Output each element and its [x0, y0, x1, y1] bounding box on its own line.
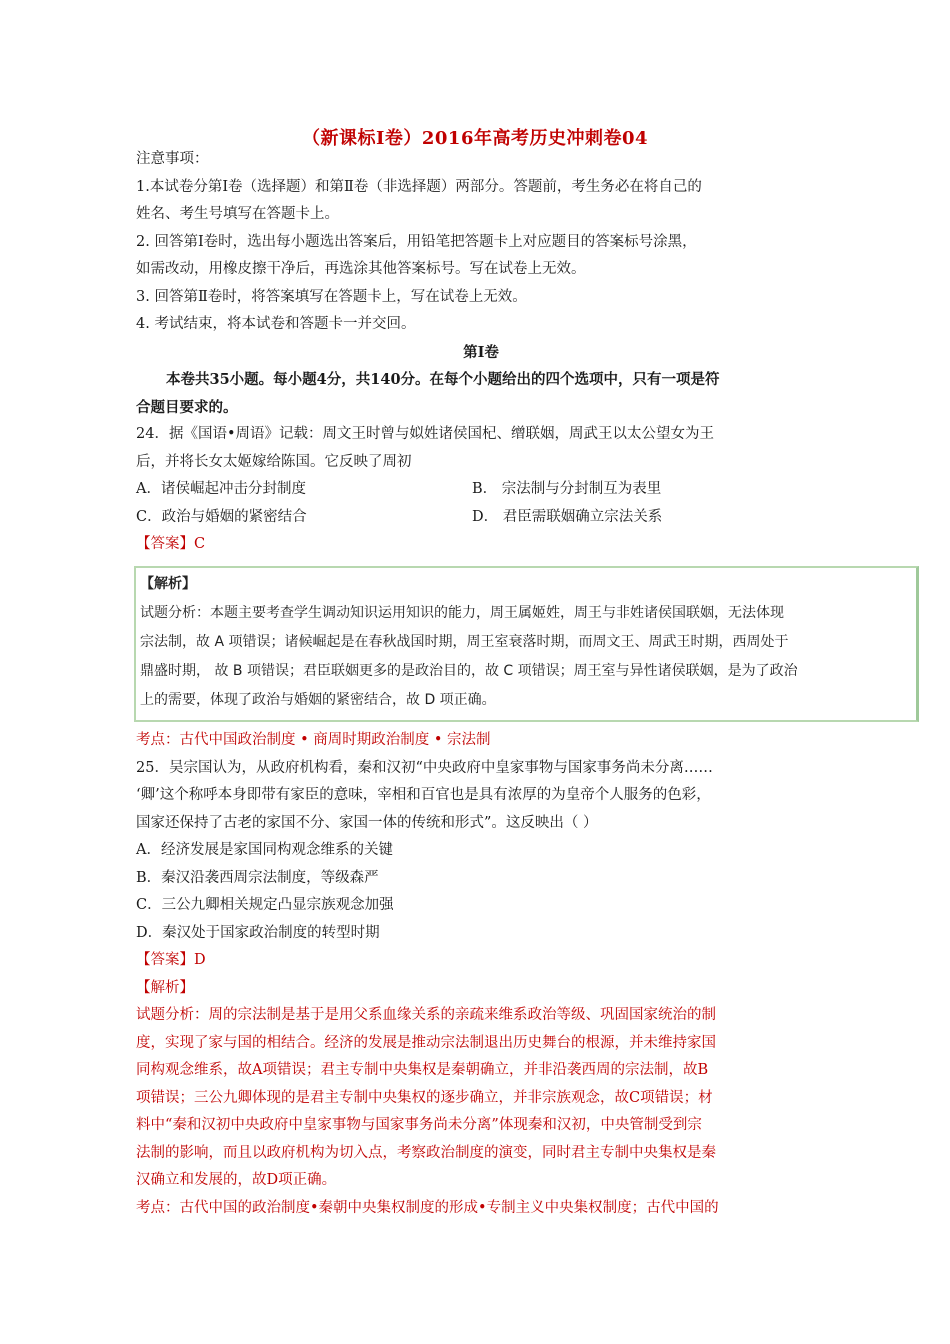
q24-options-row-2 — [136, 504, 826, 532]
q25-option-d: D．秦汉处于国家政治制度的转型时期 — [136, 924, 380, 941]
q25-answer: 【答案】D — [136, 952, 206, 968]
q24-options-row-1 — [136, 476, 826, 504]
q25-stem-cont: 国家还保持了古老的家国不分、家国一体的传统和形式”。这反映出（ ） — [136, 814, 598, 831]
q24-analysis-line: 鼎盛时期， 故 B 项错误；君臣联姻更多的是政治目的，故 C 项错误；周王室与异性诸侯联姻，是为了政治 — [140, 663, 798, 679]
q25-analysis-line: 同构观念维系，故A项错误；君主专制中央集权是秦朝确立，并非沿袭西周的宗法制，故B — [136, 1062, 709, 1078]
q24-analysis-heading: 【解析】 — [140, 576, 196, 592]
q24-option-d: D． 君臣需联姻确立宗法关系 — [472, 508, 663, 525]
q24-knowledge-point: 考点：古代中国政治制度 • 商周时期政治制度 • 宗法制 — [136, 732, 491, 748]
notice-line: 2. 回答第Ⅰ卷时，选出每小题选出答案后，用铅笔把答题卡上对应题目的答案标号涂黑， — [136, 233, 697, 250]
q24-stem: 24．据《国语•周语》记载：周文王时曾与姒姓诸侯国杞、缯联姻，周武王以太公望女为王 — [136, 426, 714, 442]
notice-line: 如需改动，用橡皮擦干净后，再选涂其他答案标号。写在试卷上无效。 — [136, 261, 586, 277]
notice-line: 1.本试卷分第Ⅰ卷（选择题）和第Ⅱ卷（非选择题）两部分。答题前，考生务必在将自己的 — [136, 178, 702, 195]
q24-analysis-line: 上的需要，体现了政治与婚姻的紧密结合，故 D 项正确。 — [140, 692, 496, 708]
q24-answer: 【答案】C — [136, 536, 206, 552]
q25-option-b: B．秦汉沿袭西周宗法制度，等级森严 — [136, 869, 379, 886]
q24-stem-cont: 后，并将长女太姬嫁给陈国。它反映了周初 — [136, 453, 412, 470]
q25-analysis-line: 汉确立和发展的，故D项正确。 — [136, 1172, 337, 1188]
notice-section — [136, 146, 826, 559]
q25-analysis-line: 度，实现了家与国的相结合。经济的发展是推动宗法制退出历史舞台的根源，并未维持家国 — [136, 1034, 716, 1051]
q25-analysis-heading: 【解析】 — [136, 979, 194, 996]
notice-line: 姓名、考生号填写在答题卡上。 — [136, 206, 339, 222]
q25-stem: 25．吴宗国认为，从政府机构看，秦和汉初“中央政府中皇家事物与国家事务尚未分离…… — [136, 759, 713, 776]
q24-option-c: C．政治与婚姻的紧密结合 — [136, 508, 307, 525]
q25-section — [136, 727, 826, 1222]
q25-option-a: A．经济发展是家国同构观念维系的关键 — [136, 842, 393, 858]
q25-analysis-line: 项错误；三公九卿体现的是君主专制中央集权的逐步确立，并非宗族观念，故C项错误；材 — [136, 1089, 713, 1106]
q24-option-b: B． 宗法制与分封制互为表里 — [472, 481, 662, 497]
notice-heading: 注意事项： — [136, 151, 209, 167]
notice-line: 4. 考试结束，将本试卷和答题卡一并交回。 — [136, 316, 416, 332]
q25-analysis-line: 法制的影响，而且以政府机构为切入点，考察政治制度的演变，同时君主专制中央集权是秦 — [136, 1144, 716, 1161]
q24-analysis-line: 宗法制，故 A 项错误；诸候崛起是在春秋战国时期，周王室衰落时期，而周文王、周武王时期，西周处于 — [140, 634, 789, 650]
section-title: 第Ⅰ卷 — [463, 343, 499, 361]
section-intro-cont: 合题目要求的。 — [136, 398, 238, 416]
q24-analysis-box — [134, 566, 919, 722]
q24-analysis-line: 试题分析：本题主要考查学生调动知识运用知识的能力，周王属姬姓，周王与非姓诸侯国联姻，无法体现 — [140, 605, 784, 621]
page-title: （新课标Ⅰ卷）2016年高考历史冲刺卷04 — [301, 128, 649, 149]
q24-option-a: A．诸侯崛起冲击分封制度 — [136, 481, 306, 497]
q25-knowledge-point: 考点：古代中国的政治制度•秦朝中央集权制度的形成•专制主义中央集权制度；古代中国的 — [136, 1199, 719, 1216]
q25-analysis-line: 试题分析：周的宗法制是基于是用父系血缘关系的亲疏来维系政治等级、巩固国家统治的制 — [136, 1007, 716, 1023]
q25-analysis-line: 料中“秦和汉初中央政府中皇家事物与国家事务尚未分离”体现秦和汉初，中央管制受到宗 — [136, 1117, 702, 1133]
notice-line: 3. 回答第Ⅱ卷时，将答案填写在答题卡上，写在试卷上无效。 — [136, 288, 527, 305]
q25-option-c: C．三公九卿相关规定凸显宗族观念加强 — [136, 897, 394, 913]
section-intro: 本卷共35小题。每小题4分，共140分。在每个小题给出的四个选项中，只有一项是符 — [166, 371, 720, 388]
q25-stem-cont: ‘卿’这个称呼本身即带有家臣的意味，宰相和百官也是具有浓厚的为皇帝个人服务的色彩， — [136, 787, 711, 803]
